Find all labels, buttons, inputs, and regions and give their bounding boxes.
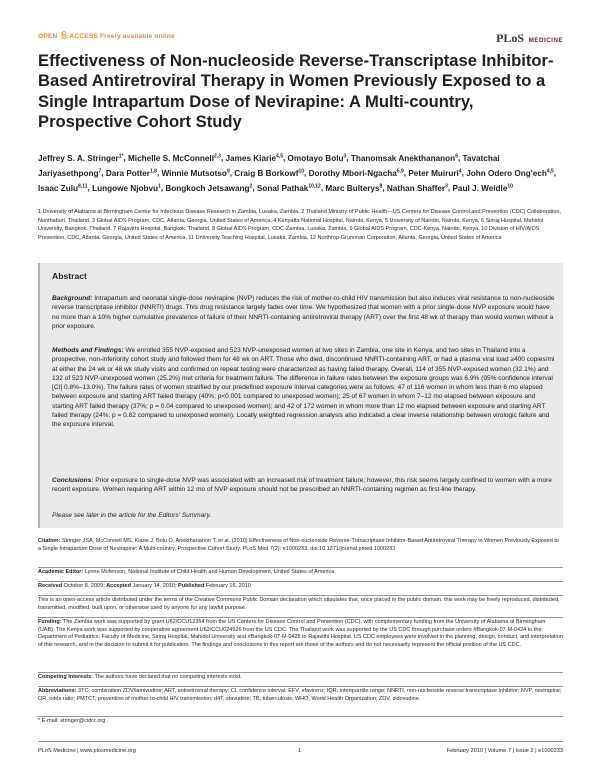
author-affiliation-ref: 4,5 — [276, 153, 283, 159]
publication-dates — [38, 583, 563, 591]
author-affiliation-ref: 1* — [118, 153, 124, 159]
competing-text: The authors have declared that no competing interests exist. — [93, 674, 242, 680]
author-name: Craig B Borkowf — [234, 168, 299, 178]
author — [38, 154, 123, 163]
author — [325, 184, 382, 193]
citation-text: Stringer JSA, McConnell MS, Kiarie J, Bolu O, Anekthananon T, et al. (2010) Effectiveness of Non-nucleoside Reverse-Transcriptase Inhibitor-Based Antiretroviral Therapy in Women Previously Exposed to a Single Intrapartum Dose of Nevirapine: A Multi-country, Prospective Cohort Study. PLoS Med 7(2): e1000233. doi:10.1371/journal.pmed.1000233 — [38, 538, 559, 552]
author — [226, 154, 283, 163]
author — [92, 184, 161, 193]
journal-logo-medicine: MEDICINE — [528, 37, 563, 44]
footer-page-number: 1 — [298, 748, 302, 754]
divider — [38, 716, 563, 717]
abbrev-label: Abbreviations: — [38, 688, 77, 694]
author-affiliation-ref: 10 — [507, 182, 513, 189]
abstract-box — [38, 263, 563, 528]
author-affiliation-ref: 9 — [226, 167, 230, 174]
background-text: Intrapartum and neonatal single-dose nevirapine (NVP) reduces the risk of mother-to-child HIV transmission but also induces viral resistance to non-nucleoside reverse transcriptase inhibitor (NNRTI) drugs. This drug resistance largely fades over time. We hypothesized that women with a prior single-dose NVP exposure would have no more than a 10% higher cumulative prevalence of failure of their NNRTI-containing antiretroviral therapy (ART) over the first 48 wk of therapy than would women without a prior exposure. — [52, 295, 555, 330]
funding-statement — [38, 619, 563, 649]
author-name: Thanomsak Anekthananon — [350, 153, 456, 163]
published-date: February 16, 2010 — [204, 583, 251, 589]
author-affiliation-ref: 4,5 — [546, 167, 554, 174]
open-access-banner — [38, 31, 175, 40]
author-name: Omotayo Bolu — [287, 153, 344, 163]
author-name: Nathan Shaffer — [386, 183, 446, 193]
journal-header — [38, 29, 563, 45]
divider — [38, 567, 563, 568]
author-affiliation-ref: 4 — [458, 167, 462, 174]
author-affiliation-ref: 6 — [455, 153, 458, 159]
divider — [38, 595, 563, 596]
author — [128, 154, 221, 163]
author — [106, 169, 157, 178]
accepted-date: January 14, 2010; — [130, 583, 179, 589]
divider — [38, 672, 563, 673]
author-affiliation-ref: 2 — [249, 182, 253, 189]
affiliations: 1 University of Alabama at Birmingham Centre for Infectious Disease Research in Zambia, Lusaka, Zambia, 2 Thailand Ministry of Public Health—US Centers for Disease Control and Prevention (CDC) Collaboration, Nonthaburi, Thailand, 3 Global AIDS Program, CDC, Atlanta, Georgia, United States of America, 4 Kenyatta National Hospital, Nairobi, Kenya, 5 University of Nairobi, Nairobi, Kenya, 6 Siriraj Hospital, Mahidol University, Bangkok, Thailand, 7 Rajavithi Hospital, Bangkok, Thailand, 8 Global AIDS Program, CDC-Zambia, Lusaka, Zambia, 9 Global AIDS Program, CDC-Kenya, Nairobi, Kenya, 10 Division of HIV/AIDS Prevention, CDC, Atlanta, Georgia, United States of America, 11 University Teaching Hospital, Lusaka, Zambia, 12 Northrop-Grumman Corporation, Atlanta, Georgia, United States of America — [38, 209, 561, 241]
author-name: Bongkoch Jetsawang — [165, 183, 250, 193]
corresponding-email: * E-mail: stringer@cidrz.org — [38, 718, 106, 724]
author-affiliation-ref: 1,8 — [150, 167, 157, 174]
author — [387, 184, 448, 193]
footer-journal: PLoS Medicine | www.plosmedicine.org — [38, 748, 136, 754]
competing-interests — [38, 674, 563, 682]
divider — [38, 617, 563, 618]
author-affiliation-ref: 3 — [445, 182, 448, 189]
author-name: Dara Potter — [105, 168, 150, 178]
author-name: Marc Bulterys — [325, 183, 380, 193]
author-name: Winnie Mutsotso — [161, 168, 227, 178]
accepted-label: Accepted — [106, 583, 131, 589]
author-name: James Kiarie — [225, 153, 277, 163]
author-name: Michelle S. McConnell — [127, 153, 214, 163]
journal-logo-plos: PLoS — [496, 31, 525, 45]
abstract-heading: Abstract — [52, 271, 87, 281]
author-name: Tavatchai Jariyasethpong — [38, 153, 500, 178]
methods-label: Methods and Findings: — [52, 347, 124, 354]
abstract-conclusions — [52, 476, 555, 495]
author — [288, 154, 347, 163]
author — [38, 184, 88, 193]
author-name: Lungowe Njobvu — [92, 183, 159, 193]
author-name: Peter Muiruri — [408, 168, 459, 178]
footer-issue-info: February 2010 | Volume 7 | Issue 2 | e1000233 — [446, 748, 563, 754]
license-statement: This is an open-access article distributed under the terms of the Creative Commons Public Domain declaration which stipulates that, once placed in the public domain, this work may be freely reproduced, distributed, transmitted, modified, built upon, or otherwise used by anyone for any lawful purpose. — [38, 597, 560, 611]
published-label: Published — [178, 583, 205, 589]
author-name: Isaac Zulu — [38, 183, 79, 193]
author-list: Jeffrey S. A. Stringer$^{1*}$, Michelle S. McConnell$^{2,3}$, James Kiarie$^{4,5}$, Omotayo Bolu$^3$, Thanomsak Anekthananon$^6$, Tavatchai Jariyasethpong$^7$, Dara Potter$^{1,8}$, Winnie Mutsotso$^9$, Craig B Borkowf$^{10}$, Dorothy Mbori-Ngacha$^{5,9}$, Peter Muiruri$^4$, John Odero Ong'ech$^{4,5}$, Isaac Zulu$^{8,11}$, Lungowe Njobvu$^1$, Bongkoch Jetsawang$^2$, Sonal Pathak$^{10,12}$, Marc Bulterys$^8$, Nathan Shaffer$^3$, Paul J. Weidle$^{10}$ — [38, 153, 557, 193]
conclusions-label: Conclusions: — [52, 477, 94, 484]
author-affiliation-ref: 8 — [379, 182, 383, 189]
journal-logo — [496, 29, 563, 47]
open-lock-icon — [61, 31, 67, 39]
author — [466, 169, 554, 178]
author-affiliation-ref: 7 — [98, 167, 102, 174]
author-affiliation-ref: 3 — [343, 153, 347, 159]
competing-label: Competing Interests: — [38, 674, 94, 680]
author — [309, 169, 404, 178]
abbreviations — [38, 688, 563, 703]
funding-label: Funding: — [38, 619, 62, 625]
author — [452, 184, 512, 193]
author-name: Jeffrey S. A. Stringer — [38, 153, 119, 163]
divider — [38, 581, 563, 582]
open-access-label-left: OPEN — [38, 33, 58, 40]
author — [408, 169, 461, 178]
abbrev-text: 3TC, combination ZDV/lamivudine; ART, antiretroviral therapy; CI, confidence interval; EFV, efavirenz; IQR, interquartile range; NNRTI, non-nucleoside reverse transcriptase inhibitor; NVP, nevirapine; OR, odds ratio; PMTCT, prevention of mother-to-child HIV transmission; d4T, stavudine; TB, tuberculosis; WHO, World Health Organization; ZDV, zidovudine. — [38, 688, 562, 702]
funding-text: The Zambia work was supported by grant U62/CCU12354 from the US Centers for Disease Control and Prevention (CDC), with complementary funding from the University of Alabama at Birmingham (UAB). The Kenya work was supported by cooperative agreement U62/CCU024526 from the US CDC. The Thailand work was supported by the US CDC through purchase orders #Bangkok-07-M-0424 to the Department of Pediatrics, Faculty of Medicine, Siriraj Hospital, Mahidol University and #Bangkok-07-M-0425 to Rajavithi Hospital. US CDC employees were involved in the planning, design, conduct, and interpretation of this research, and in the decision to submit it for publication. The findings and conclusions in this report are those of the authors and do not necessarily represent the official position of the US CDC. — [38, 619, 563, 648]
background-label: Background: — [52, 295, 93, 302]
author-name: John Odero Ong'ech — [466, 168, 547, 178]
author-affiliation-ref: 2,3 — [213, 153, 221, 159]
author-name: Paul J. Weidle — [452, 183, 508, 193]
citation — [38, 538, 563, 553]
academic-editor — [38, 569, 563, 577]
author — [165, 184, 252, 193]
author — [162, 169, 230, 178]
editors-summary-note: Please see later in the article for the Editors' Summary. — [52, 512, 212, 519]
editor-text: Lynne Mofenson, National Institute of Child Health and Human Development, United States of America — [83, 569, 335, 575]
author-name: Sonal Pathak — [256, 183, 309, 193]
open-access-label-right: ACCESS Freely available online — [69, 33, 176, 40]
received-label: Received — [38, 583, 63, 589]
author-affiliation-ref: 8,11 — [78, 182, 88, 189]
author — [257, 184, 321, 193]
author-affiliation-ref: 1 — [158, 182, 161, 189]
editor-label: Academic Editor: — [38, 569, 84, 575]
author — [234, 169, 304, 178]
author-affiliation-ref: 10,12 — [308, 182, 321, 189]
article-title: Effectiveness of Non-nucleoside Reverse-Transcriptase Inhibitor-Based Antiretroviral Therapy in Women Previously Exposed to a Single Intrapartum Dose of Nevirapine: A Multi-country, Prospective Cohort Study — [38, 51, 554, 132]
methods-text: We enrolled 355 NVP-exposed and 523 NVP-unexposed women at two sites in Zambia, one site in Kenya, and two sites in Thailand into a prospective, non-inferiority cohort study and followed them for 48 wk on ART. Those who died, discontinued NNRTI-containing ART, or had a plasma viral load ≥400 copies/ml at either the 24 wk or 48 wk study visits and confirmed on repeat testing were characterized as having failed therapy. Overall, 114 of 355 NVP-exposed women (32.1%) and 132 of 523 NVP-unexposed women (25.2%) met criteria for treatment failure. The difference in failure rates between the exposure groups was 6.9% (95% confidence interval [CI] 0.8%–13.0%). The failure rates of women stratified by our predefined exposure interval categories were as follows: 47 of 116 women in whom less than 6 mo elapsed between exposure and starting ART failed therapy (40%; p<0.001 compared to unexposed women); 25 of 67 women in whom 7–12 mo elapsed between exposure and starting ART failed therapy (37%; p = 0.04 compared to unexposed women); and 42 of 172 women in whom more than 12 mo elapsed between exposure and starting ART failed therapy (24%; p = 0.82 compared to unexposed women). Locally weighted regression analysis also indicated a clear inverse relationship between virologic failure and the exposure interval. — [52, 347, 555, 428]
received-date: October 8, 2009; — [62, 583, 107, 589]
abstract-background — [52, 294, 555, 331]
abstract-methods — [52, 346, 555, 429]
author-name: Dorothy Mbori-Ngacha — [308, 168, 397, 178]
conclusions-text: Prior exposure to single-dose NVP was associated with an increased risk of treatment failure; however, this risk seems largely confined to women with a more recent exposure. Women requiring ART within 12 mo of NVP exposure should not be prescribed an NNRTI-containing regimen as first-line therapy. — [52, 477, 552, 494]
author-affiliation-ref: 10 — [298, 167, 304, 174]
footer-divider — [38, 741, 563, 742]
author-affiliation-ref: 5,9 — [396, 167, 404, 174]
divider — [38, 686, 563, 687]
citation-label: Citation: — [38, 538, 61, 544]
author — [351, 154, 458, 163]
